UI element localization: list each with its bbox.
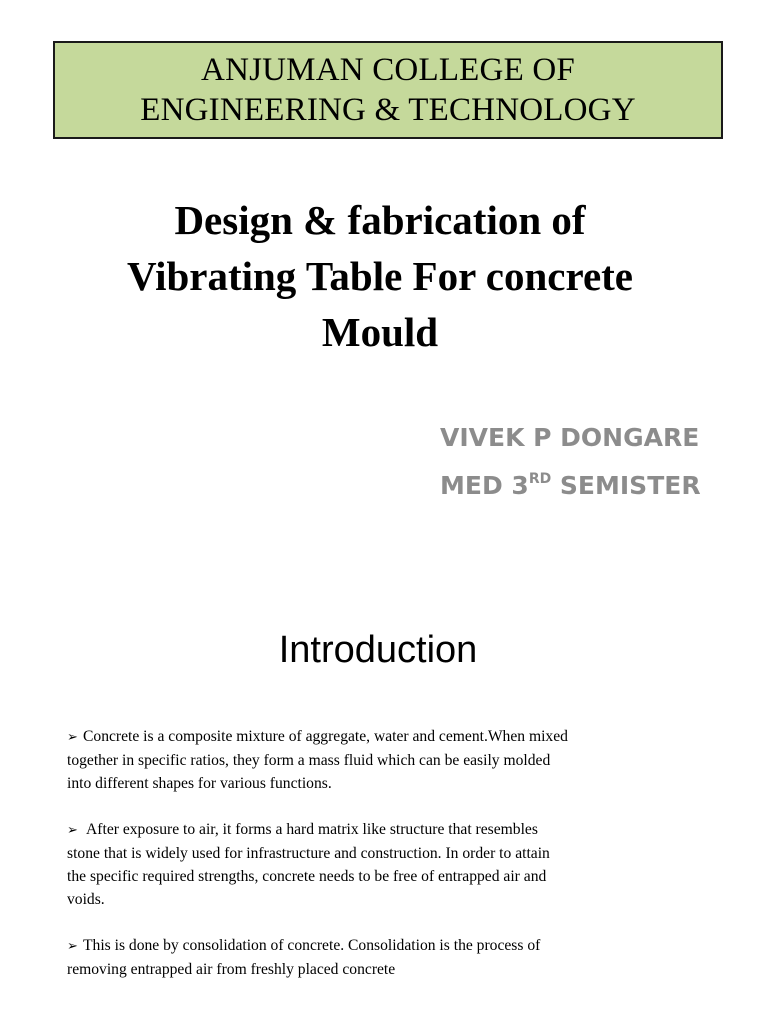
paragraph-line [67, 725, 707, 749]
arrow-bullet-icon: ➢ [67, 939, 78, 954]
paragraph-line: voids. [67, 891, 105, 908]
introduction-heading: Introduction [278, 629, 478, 671]
paragraph-line: removing entrapped air from freshly placed concrete [67, 961, 396, 978]
project-title-line1: Design & fabrication of [174, 197, 586, 243]
author-semester [440, 462, 701, 510]
semester-prefix: MED 3 [440, 471, 529, 500]
college-header [53, 41, 723, 139]
paragraph-text: This is done by consolidation of concrete. Consolidation is the process of [83, 937, 541, 954]
intro-paragraph-2 [67, 818, 707, 911]
author-name: VIVEK P DONGARE [440, 423, 700, 452]
intro-paragraph-3 [67, 934, 707, 981]
paragraph-line: into different shapes for various functions. [67, 775, 332, 792]
college-name-line1: ANJUMAN COLLEGE OF [201, 52, 575, 88]
paragraph-text: Concrete is a composite mixture of aggregate, water and cement.When mixed [83, 728, 568, 745]
project-title [20, 192, 740, 360]
paragraph-line: the specific required strengths, concrete needs to be free of entrapped air and [67, 868, 547, 885]
author-block [440, 414, 701, 510]
semester-suffix: SEMISTER [551, 471, 701, 500]
project-title-line2: Vibrating Table For concrete [126, 253, 633, 299]
introduction-body [67, 725, 707, 1004]
project-title-line3: Mould [321, 309, 439, 355]
paragraph-line [67, 818, 707, 842]
intro-paragraph-1 [67, 725, 707, 795]
arrow-bullet-icon: ➢ [67, 730, 78, 745]
college-name-line2: ENGINEERING & TECHNOLOGY [140, 92, 636, 128]
paragraph-text: After exposure to air, it forms a hard matrix like structure that resembles [83, 821, 538, 838]
paragraph-line: stone that is widely used for infrastructure and construction. In order to attain [67, 845, 550, 862]
paragraph-line: together in specific ratios, they form a mass fluid which can be easily molded [67, 752, 551, 769]
arrow-bullet-icon: ➢ [67, 823, 78, 838]
semester-superscript: RD [528, 471, 552, 487]
paragraph-line [67, 934, 707, 958]
